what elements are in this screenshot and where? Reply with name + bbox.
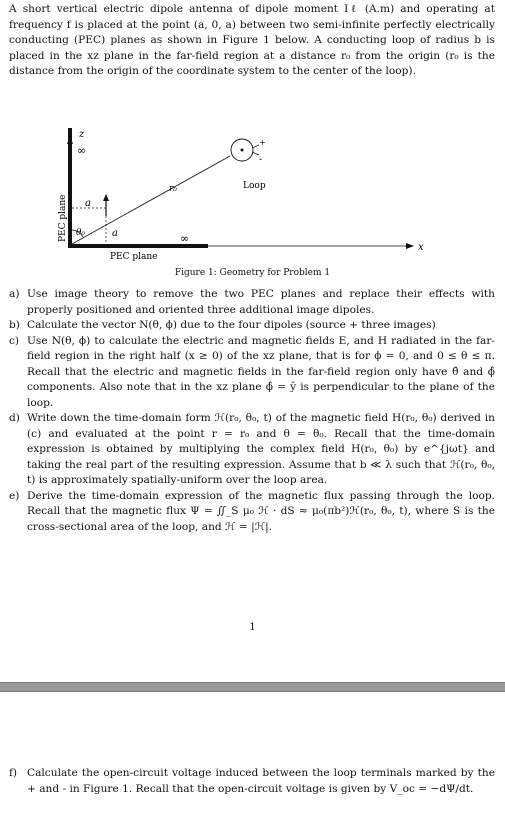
part-text: Calculate the vector N(θ, ϕ) due to the four dipoles (source + three images)	[27, 319, 436, 331]
x-axis-label: x	[418, 242, 424, 253]
r0-line	[72, 156, 230, 244]
pec-plane-left	[68, 128, 72, 248]
part-label: a)	[9, 288, 20, 300]
part-text: Use N(θ, ϕ) to calculate the electric and magnetic fields E, and H radiated in the far-field region in the right half (x ≥ 0) of the xz plane, that is for ϕ = 0, and 0 ≤ θ ≤ π. Recall that the electric and magnetic fields in the far-field region only have θ̂ and ϕ̂ components. Also note that in the xz plane ϕ̂ = ŷ is perpendicular to the plane of the loop.	[27, 334, 495, 409]
infinity-top-label: ∞	[77, 144, 87, 157]
figure-caption: Figure 1: Geometry for Problem 1	[174, 268, 331, 278]
page-separator	[0, 682, 505, 692]
z-axis-arrow-icon	[67, 136, 73, 144]
parts-list-continued	[9, 766, 495, 797]
theta-label: θ₀	[76, 228, 86, 238]
r0-label: r₀	[169, 184, 177, 194]
part-text: Calculate the open-circuit voltage induced between the loop terminals marked by the + and - in Figure 1. Recall that the open-circuit voltage is given by V_oc = −dΨ/dt.	[27, 767, 495, 795]
part-f	[9, 766, 495, 797]
loop-label: Loop	[243, 181, 266, 191]
part-text: Use image theory to remove the two PEC planes and replace their effects with properly positioned and oriented three additional image dipoles.	[27, 288, 495, 316]
loop-terminal-plus	[252, 145, 259, 148]
a-vertical-label: a	[112, 228, 118, 239]
loop-terminal-minus	[252, 152, 259, 155]
part-label: c)	[9, 334, 20, 347]
minus-label: -	[259, 155, 263, 165]
part-text: Derive the time-domain expression of the magnetic flux passing through the loop. Recall that the magnetic flux Ψ = ∬_S μ₀ ℋ · dS ≈ μ₀(πb²)ℋ(r₀, θ₀, t), where S is the cross-sectional area of the loop, and ℋ = |ℋ|.	[27, 489, 495, 533]
page-number: 1	[249, 622, 256, 633]
part-label: f)	[9, 767, 18, 779]
part-label: b)	[9, 319, 20, 331]
z-axis-label: z	[79, 129, 85, 140]
part-e	[9, 489, 495, 536]
part-c	[9, 334, 495, 412]
problem-intro: A short vertical electric dipole antenna of dipole moment Iℓ (A.m) and operating at frequency f is placed at the point (a, 0, a) between two semi-infinite perfectly electrically conducting (PEC) planes as shown in Figure 1 below. A conducting loop of radius b is placed in the xz plane in the far-field region at a distance r₀ from the origin (r₀ is the distance from the origin of the coordinate system to the center of the loop).	[9, 3, 495, 77]
geometry-figure	[56, 128, 476, 278]
part-b	[9, 318, 495, 334]
part-a	[9, 287, 495, 318]
part-text: Write down the time-domain form ℋ(r₀, θ₀, t) of the magnetic field H(r₀, θ₀) derived in (c) and evaluated at the point r = r₀ and θ = θ₀. Recall that the time-domain expression is obtained by multiplying the complex field H(r₀, θ₀) by e^{jωt} and taking the real part of the resulting expression. Assume that b ≪ λ such that ℋ(r₀, θ₀, t) is approximately spatially-uniform over the loop area.	[27, 412, 495, 486]
pec-plane-left-label: PEC plane	[58, 194, 68, 242]
dipole-arrow-icon	[103, 194, 109, 201]
x-axis-arrow-icon	[406, 243, 414, 249]
part-d	[9, 411, 495, 489]
part-label: d)	[9, 412, 20, 424]
a-horizontal-label: a	[85, 198, 91, 209]
infinity-right-label: ∞	[180, 232, 190, 245]
parts-list	[9, 287, 495, 535]
plus-label: +	[259, 138, 266, 147]
pec-plane-bottom-label: PEC plane	[110, 252, 158, 262]
loop-center-dot	[241, 149, 244, 152]
part-label: e)	[9, 489, 20, 502]
